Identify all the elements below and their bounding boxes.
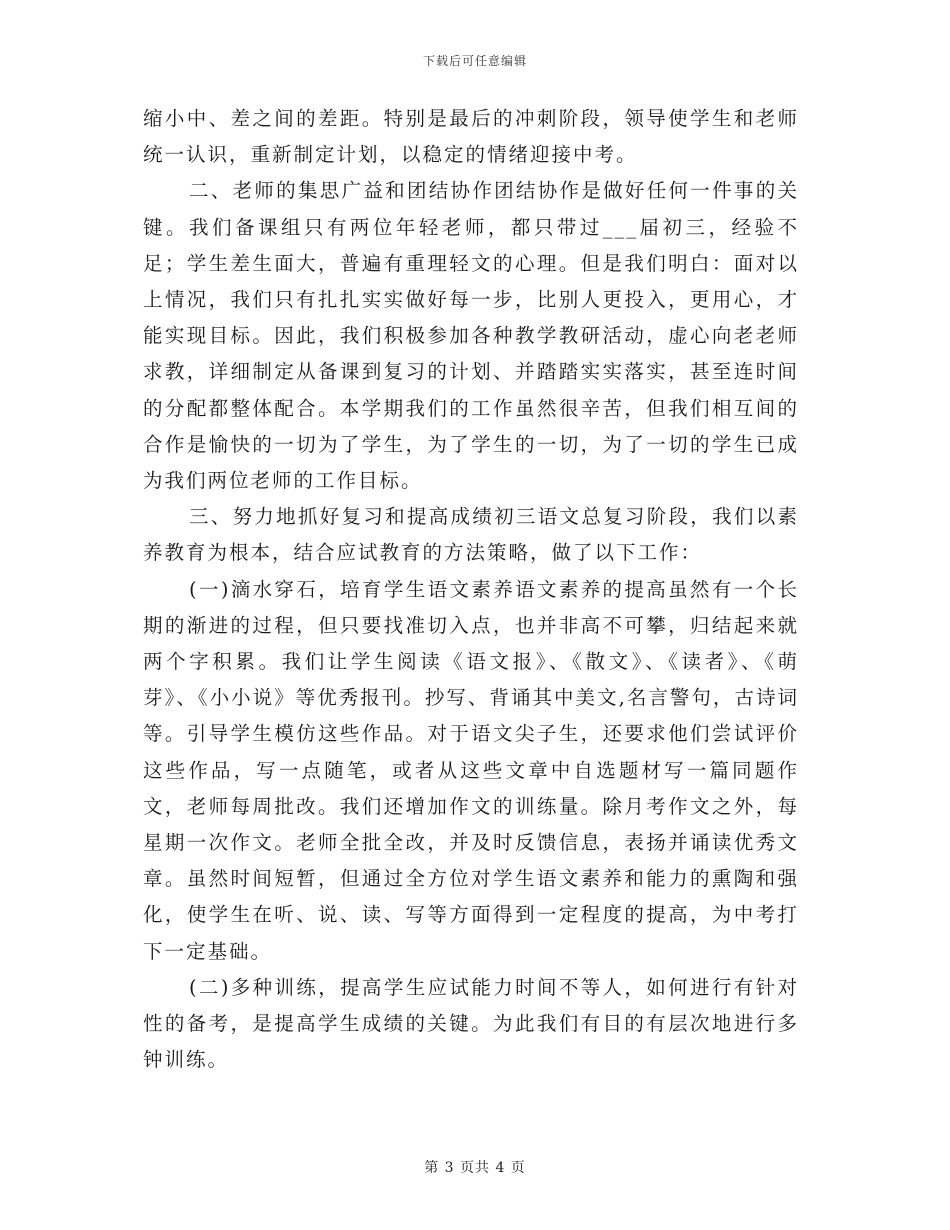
page-header: 下载后可任意编辑 [422, 54, 527, 68]
paragraph-continuation: 缩小中、差之间的差距。特别是最后的冲刺阶段，领导使学生和老师统一认识，重新制定计划，以稳定的情绪迎接中考。 [143, 107, 799, 167]
paragraph-review-work: 三、努力地抓好复习和提高成绩初三语文总复习阶段，我们以素养教育为根本，结合应试教育的方法策略，做了以下工作： [143, 505, 799, 565]
document-body [143, 101, 799, 1078]
paragraph-exam-training: (二)多种训练，提高学生应试能力时间不等人，如何进行有针对性的备考，是提高学生成绩的关键。为此我们有目的有层次地进行多钟训练。 [143, 975, 799, 1072]
paragraph-teacher-collaboration: 二、老师的集思广益和团结协作团结协作是做好任何一件事的关键。我们备课组只有两位年轻老师，都只带过___届初三，经验不足；学生差生面大，普遍有重理轻文的心理。但是我们明白：面对以上情况，我们只有扎扎实实做好每一步，比别人更投入，更用心，才能实现目标。因此，我们积极参加各种教学教研活动，虚心向老老师求教，详细制定从备课到复习的计划、并踏踏实实落实，甚至连时间的分配都整体配合。本学期我们的工作虽然很辛苦，但我们相互间的合作是愉快的一切为了学生，为了学生的一切，为了一切的学生已成为我们两位老师的工作目标。 [143, 179, 799, 493]
paragraph-literacy-cultivation: (一)滴水穿石，培育学生语文素养语文素养的提高虽然有一个长期的渐进的过程，但只要找准切入点，也并非高不可攀，归结起来就两个字积累。我们让学生阅读《语文报》、《散文》、《读者》、《萌芽》、《小小说》等优秀报刊。抄写、背诵其中美文,名言警句，古诗词等。引导学生模仿这些作品。对于语文尖子生，还要求他们尝试评价这些作品，写一点随笔，或者从这些文章中自选题材写一篇同题作文，老师每周批改。我们还增加作文的训练量。除月考作文之外，每星期一次作文。老师全批全改，并及时反馈信息，表扬并诵读优秀文章。虽然时间短暂，但通过全方位对学生语文素养和能力的熏陶和强化，使学生在听、说、读、写等方面得到一定程度的提高，为中考打下一定基础。 [143, 577, 799, 963]
page-number: 第 3 页共 4 页 [424, 1160, 526, 1176]
